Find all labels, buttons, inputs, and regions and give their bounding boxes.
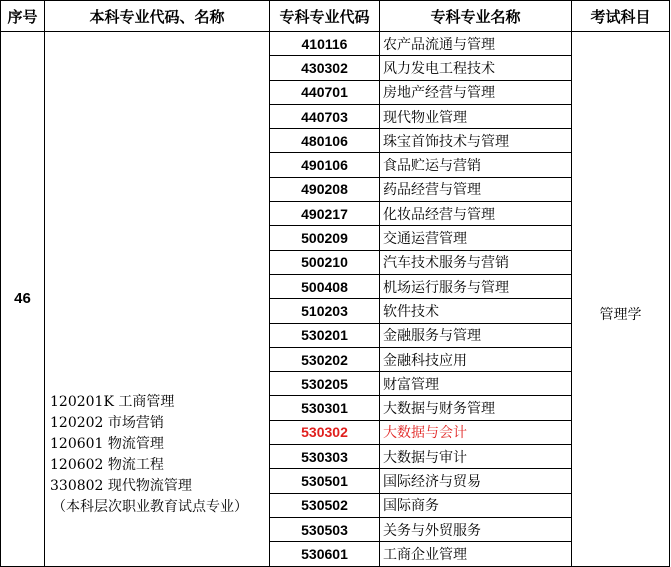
exam-subject: 管理学 (572, 32, 670, 567)
header-subject: 考试科目 (572, 1, 670, 32)
zhuanke-code: 530205 (270, 372, 380, 396)
zhuanke-code: 500210 (270, 250, 380, 274)
zhuanke-code: 530503 (270, 517, 380, 541)
zhuanke-name: 大数据与审计 (380, 445, 572, 469)
zhuanke-code: 530201 (270, 323, 380, 347)
zhuanke-name: 金融服务与管理 (380, 323, 572, 347)
zhuanke-name: 软件技术 (380, 299, 572, 323)
benke-major-item: 120202 市场营销 (50, 414, 164, 431)
zhuanke-name: 交通运营管理 (380, 226, 572, 250)
header-benke: 本科专业代码、名称 (45, 1, 270, 32)
zhuanke-name: 农产品流通与管理 (380, 32, 572, 56)
zhuanke-name: 风力发电工程技术 (380, 56, 572, 80)
zhuanke-name: 大数据与会计 (380, 420, 572, 444)
zhuanke-code: 410116 (270, 32, 380, 56)
zhuanke-name: 工商企业管理 (380, 542, 572, 566)
benke-major-item: 120201K 工商管理 (50, 393, 175, 410)
zhuanke-code: 530501 (270, 469, 380, 493)
zhuanke-code: 490208 (270, 177, 380, 201)
benke-major-item: 120602 物流工程 (50, 456, 164, 473)
zhuanke-code: 500209 (270, 226, 380, 250)
zhuanke-code: 430302 (270, 56, 380, 80)
zhuanke-code: 510203 (270, 299, 380, 323)
zhuanke-name: 财富管理 (380, 372, 572, 396)
zhuanke-code: 530202 (270, 347, 380, 371)
zhuanke-name: 珠宝首饰技术与管理 (380, 129, 572, 153)
zhuanke-code: 440703 (270, 104, 380, 128)
zhuanke-code: 530302 (270, 420, 380, 444)
zhuanke-code: 530303 (270, 445, 380, 469)
zhuanke-code: 480106 (270, 129, 380, 153)
seq-number: 46 (1, 32, 45, 567)
zhuanke-name: 金融科技应用 (380, 347, 572, 371)
zhuanke-code: 490106 (270, 153, 380, 177)
zhuanke-name: 机场运行服务与管理 (380, 274, 572, 298)
zhuanke-name: 化妆品经营与管理 (380, 202, 572, 226)
zhuanke-name: 药品经营与管理 (380, 177, 572, 201)
zhuanke-name: 国际经济与贸易 (380, 469, 572, 493)
benke-note: （本科层次职业教育试点专业） (52, 498, 248, 515)
zhuanke-code: 530601 (270, 542, 380, 566)
zhuanke-name: 关务与外贸服务 (380, 517, 572, 541)
zhuanke-code: 530301 (270, 396, 380, 420)
zhuanke-name: 食品贮运与营销 (380, 153, 572, 177)
benke-major-list (45, 32, 270, 567)
zhuanke-code: 440701 (270, 80, 380, 104)
zhuanke-name: 现代物业管理 (380, 104, 572, 128)
zhuanke-name: 大数据与财务管理 (380, 396, 572, 420)
zhuanke-name: 国际商务 (380, 493, 572, 517)
zhuanke-code: 530502 (270, 493, 380, 517)
zhuanke-code: 500408 (270, 274, 380, 298)
header-seq: 序号 (1, 1, 45, 32)
header-zhuanke-name: 专科专业名称 (380, 1, 572, 32)
header-zhuanke-code: 专科专业代码 (270, 1, 380, 32)
zhuanke-name: 房地产经营与管理 (380, 80, 572, 104)
zhuanke-name: 汽车技术服务与营销 (380, 250, 572, 274)
table-body (1, 32, 670, 567)
benke-major-item: 330802 现代物流管理 (50, 477, 192, 494)
zhuanke-code: 490217 (270, 202, 380, 226)
benke-major-item: 120601 物流管理 (50, 435, 164, 452)
table-row (1, 32, 670, 56)
table-header-row (1, 1, 670, 32)
